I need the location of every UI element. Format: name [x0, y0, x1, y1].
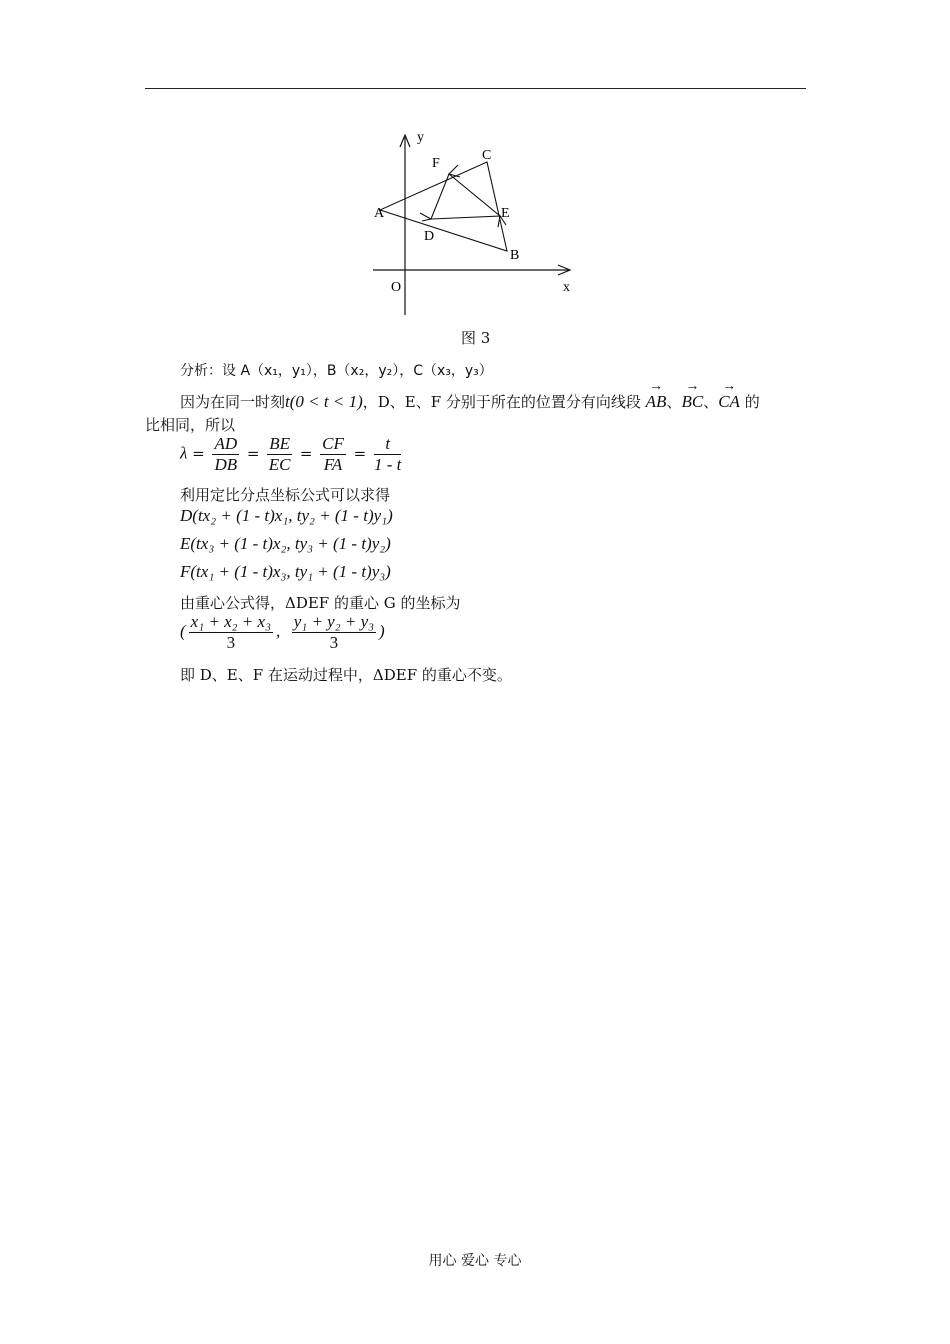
- triangle-figure: [360, 125, 590, 325]
- figure-caption: 图 3: [461, 329, 491, 347]
- coord-f: F(tx₁ + (1 - t)x₃, ty₁ + (1 - t)y₃): [180, 562, 391, 581]
- centroid-intro: 由重心公式得，ΔDEF 的重心 G 的坐标为: [180, 594, 461, 612]
- ratio-equation: λ = $\frac{AD}{DB}$ = $\frac{BE}{EC}$ = $\frac{CF}{FA}$ = $\frac{t}{1 - t}$: [180, 434, 402, 474]
- label-f: F: [432, 156, 440, 171]
- label-o: O: [391, 280, 402, 295]
- fraction-centroid-y: $\frac{\text{y₁ + y₂ + y₃}}{3}$: [293, 612, 375, 652]
- coord-d: D(tx₂ + (1 - t)x₁, ty₂ + (1 - t)y₁): [180, 506, 393, 525]
- arrow-d-icon: [420, 213, 431, 221]
- page-footer: 用心 爱心 专心: [428, 1253, 522, 1269]
- vector-ab: → AB: [646, 384, 667, 412]
- label-y: y: [417, 130, 424, 145]
- formula-intro: 利用定比分点坐标公式可以求得: [180, 486, 391, 504]
- direction-line: 因为在同一时刻t(0 < t < 1)，D、E、F 分别于所在的位置分有向线段 → AB、→ BC、→ CA 的: [180, 384, 760, 412]
- conclusion: 即 D、E、F 在运动过程中，ΔDEF 的重心不变。: [180, 666, 512, 684]
- vector-bc: → BC: [681, 384, 703, 412]
- label-a: A: [374, 206, 385, 221]
- centroid-coordinates: ( $\frac{\text{x₁ + x₂ + x₃}}{3}$ , $\frac{\text{y₁ + y₂ + y₃}}{3}$ ): [180, 612, 385, 652]
- fraction-be-ec: $\frac{BE}{EC}$: [268, 434, 291, 474]
- fraction-ad-db: $\frac{AD}{DB}$: [214, 434, 238, 474]
- label-e: E: [501, 206, 510, 221]
- label-b: B: [510, 248, 520, 263]
- fraction-t: $\frac{t}{1 - t}$: [374, 434, 402, 474]
- label-c: C: [482, 148, 492, 163]
- fraction-centroid-x: $\frac{\text{x₁ + x₂ + x₃}}{3}$: [190, 612, 271, 652]
- fraction-cf-fa: $\frac{CF}{FA}$: [322, 434, 344, 474]
- setup-line: 分析：设 A（x₁，y₁），B（x₂，y₂），C（x₃，y₃）: [180, 363, 493, 379]
- triangle-def: [431, 174, 500, 219]
- coord-e: E(tx₃ + (1 - t)x₂, ty₃ + (1 - t)y₂): [180, 534, 391, 553]
- label-d: D: [424, 229, 435, 244]
- vector-ca: → CA: [718, 384, 740, 412]
- ratio-intro: 比相同，所以: [145, 416, 236, 434]
- label-x: x: [563, 280, 570, 295]
- header-rule: [145, 88, 806, 89]
